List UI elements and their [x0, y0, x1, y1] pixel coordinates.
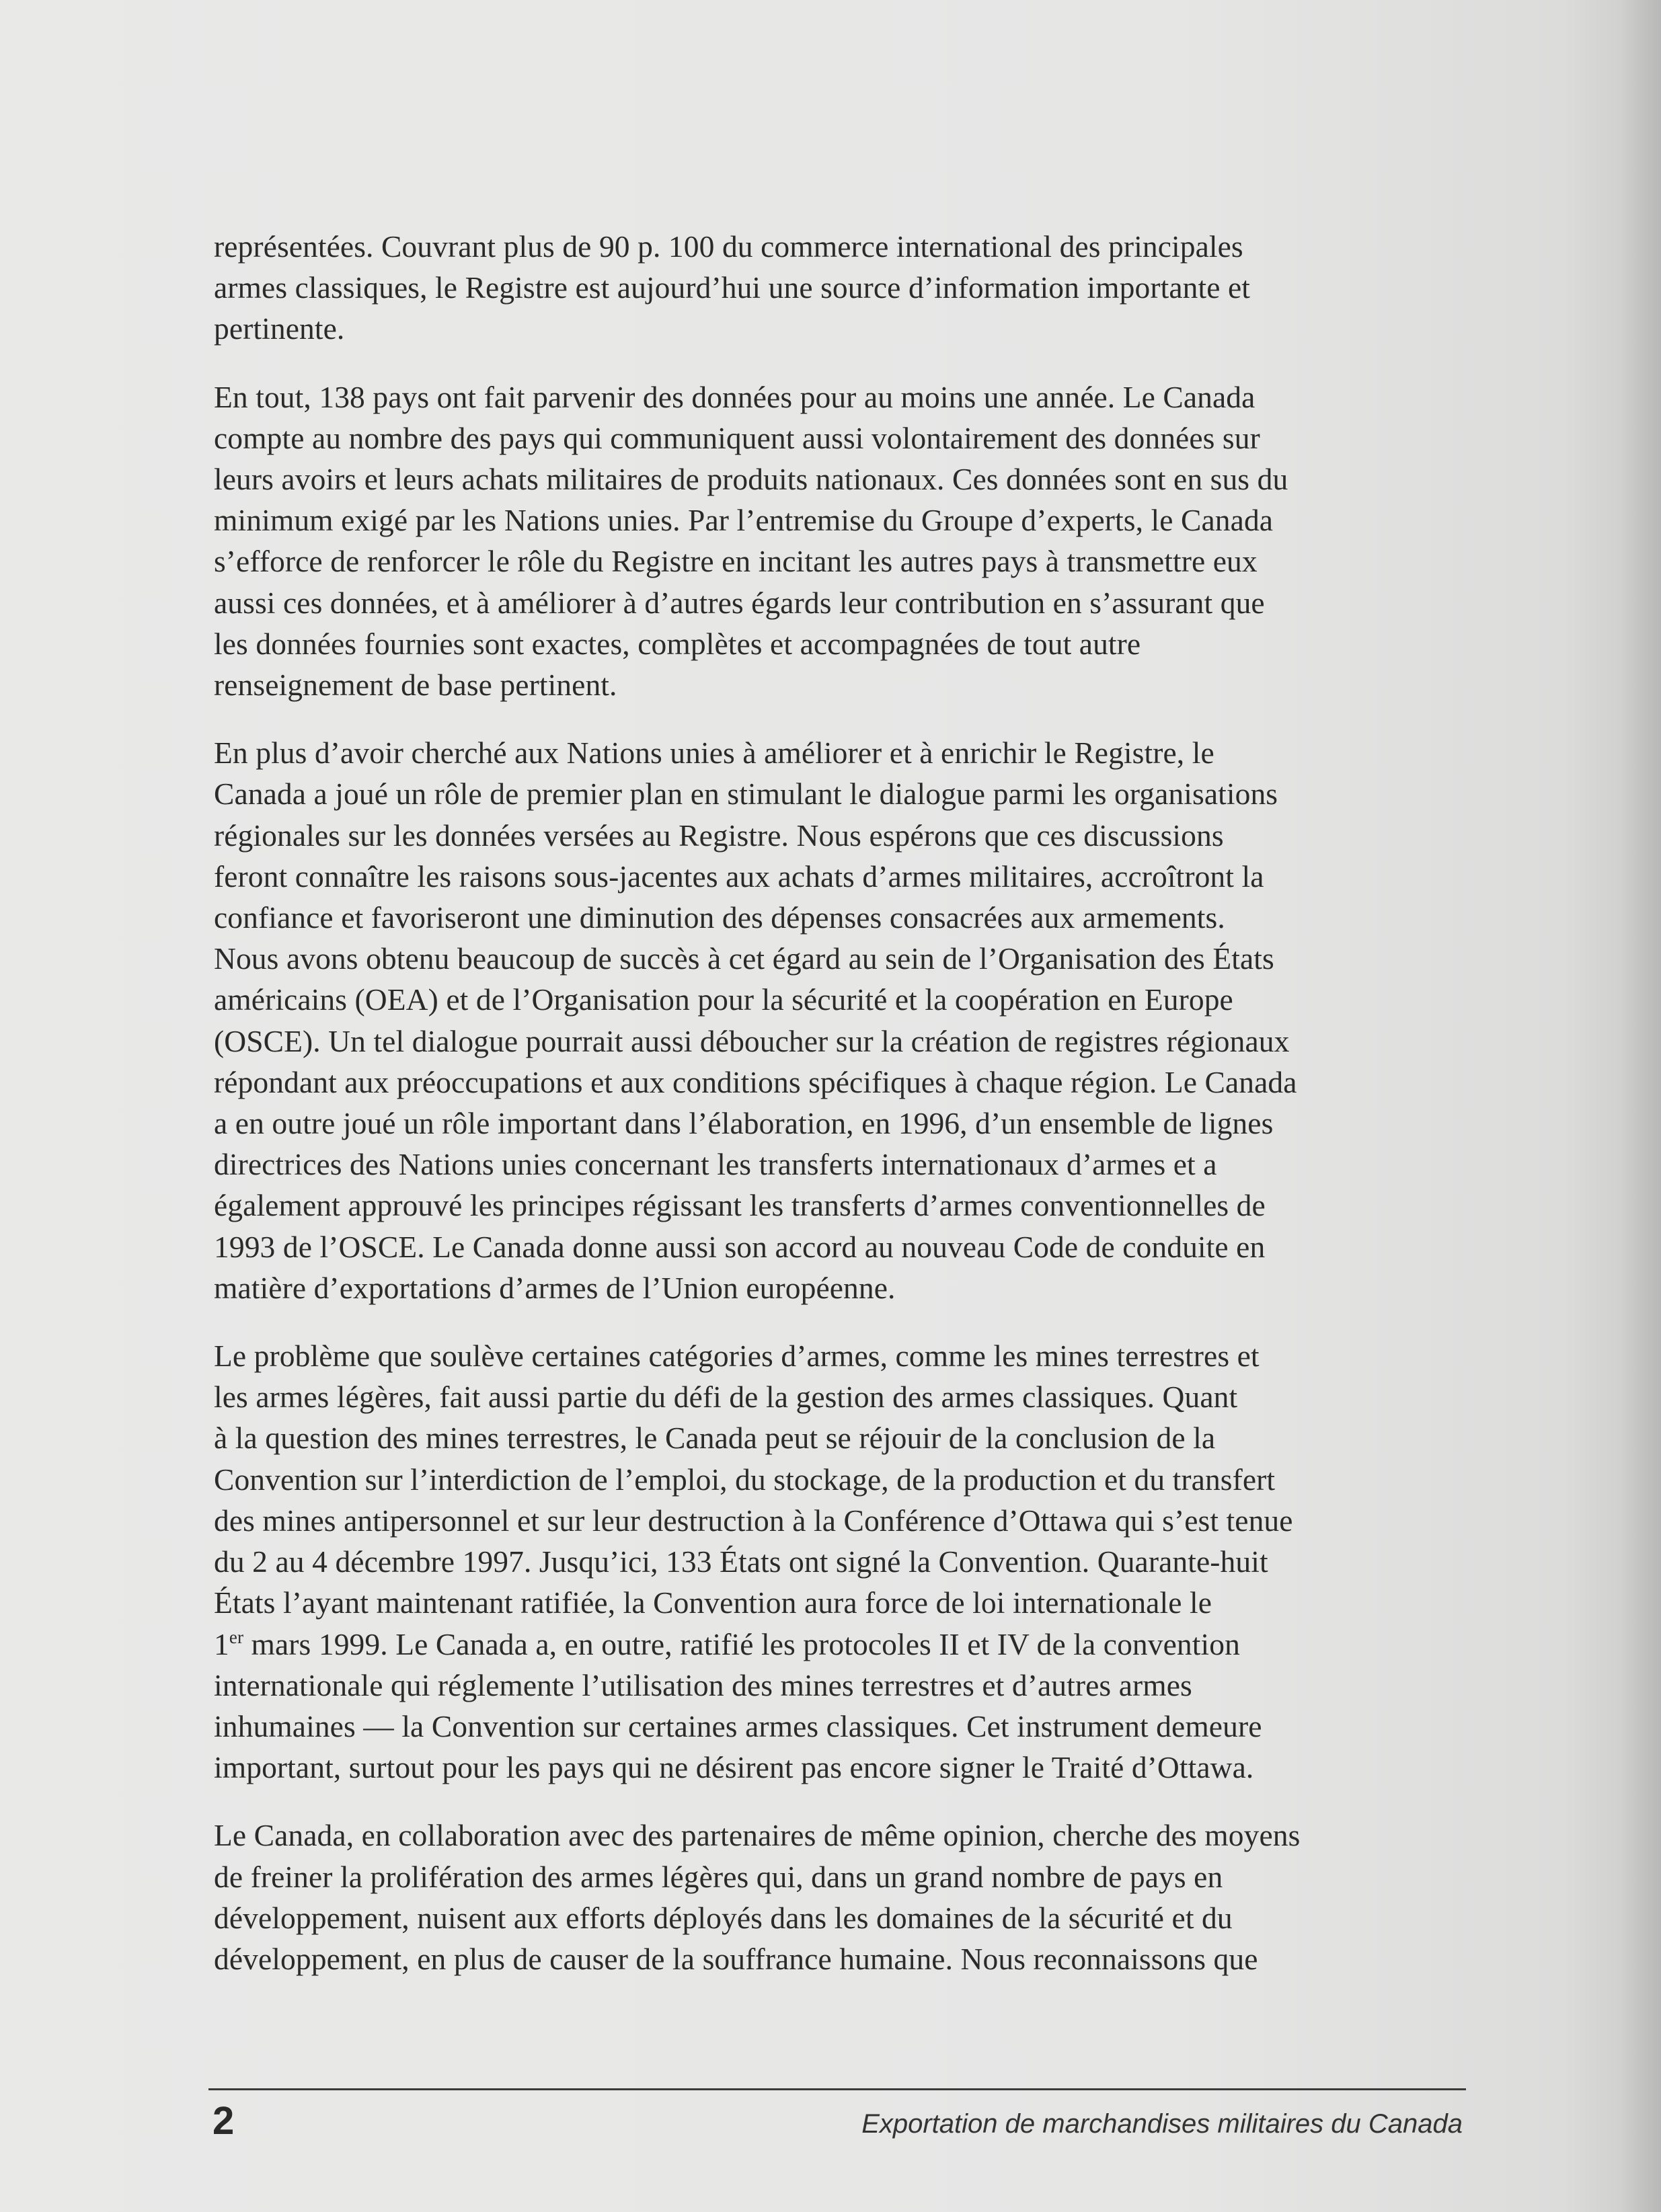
text-line: renseignement de base pertinent.	[214, 668, 617, 703]
text-line: inhumaines — la Convention sur certaines armes classiques. Cet instrument demeure	[214, 1708, 1262, 1743]
paragraph-1	[214, 226, 1465, 350]
text-line: Canada a joué un rôle de premier plan en stimulant le dialogue parmi les organisations	[214, 777, 1278, 812]
text-line: États l’ayant maintenant ratifiée, la Convention aura force de loi internationale le	[214, 1585, 1212, 1620]
text-line: (OSCE). Un tel dialogue pourrait aussi déboucher sur la création de registres régionaux	[214, 1023, 1290, 1058]
text-line: a en outre joué un rôle important dans l’élaboration, en 1996, d’un ensemble de lignes	[214, 1106, 1274, 1141]
text-line: pertinente.	[214, 311, 345, 346]
page-number: 2	[213, 2099, 235, 2143]
text-line: Le Canada, en collaboration avec des partenaires de même opinion, cherche des moyens	[214, 1818, 1301, 1853]
text-line: les données fournies sont exactes, complètes et accompagnées de tout autre	[214, 626, 1141, 661]
text-line: répondant aux préoccupations et aux conditions spécifiques à chaque région. Le Canada	[214, 1064, 1297, 1099]
text-line: Nous avons obtenu beaucoup de succès à cet égard au sein de l’Organisation des États	[214, 941, 1274, 976]
paragraph-4	[214, 1335, 1465, 1788]
text-line: En tout, 138 pays ont fait parvenir des données pour au moins une année. Le Canada	[214, 379, 1256, 414]
paragraph-2	[214, 377, 1465, 706]
text-line: important, surtout pour les pays qui ne désirent pas encore signer le Traité d’Ottawa.	[214, 1750, 1254, 1785]
text-line: également approuvé les principes régissant les transferts d’armes conventionnelles de	[214, 1188, 1266, 1223]
text-line: confiance et favoriseront une diminution des dépenses consacrées aux armements.	[214, 900, 1225, 935]
text-line: leurs avoirs et leurs achats militaires de produits nationaux. Ces données sont en sus du	[214, 462, 1288, 497]
text-line: internationale qui réglemente l’utilisation des mines terrestres et d’autres armes	[214, 1667, 1192, 1702]
text-line: du 2 au 4 décembre 1997. Jusqu’ici, 133 États ont signé la Convention. Quarante-huit	[214, 1544, 1268, 1579]
text-line: de freiner la prolifération des armes légères qui, dans un grand nombre de pays en	[214, 1859, 1223, 1894]
page-edge-shadow	[1621, 0, 1661, 2212]
text-line: développement, en plus de causer de la souffrance humaine. Nous reconnaissons que	[214, 1941, 1258, 1976]
text-line: En plus d’avoir cherché aux Nations unies à améliorer et à enrichir le Registre, le	[214, 736, 1214, 771]
text-line: représentées. Couvrant plus de 90 p. 100 du commerce international des principales	[214, 229, 1243, 264]
running-title: Exportation de marchandises militaires du Canada	[861, 2109, 1463, 2139]
ordinal-superscript: er	[229, 1626, 244, 1647]
text-line-with-superscript	[214, 1627, 1240, 1661]
body-text	[214, 226, 1465, 2006]
footer-rule	[208, 2088, 1466, 2090]
text-line: aussi ces données, et à améliorer à d’autres égards leur contribution en s’assurant que	[214, 585, 1265, 620]
text-line: Le problème que soulève certaines catégories d’armes, comme les mines terrestres et	[214, 1339, 1260, 1374]
text-line: américains (OEA) et de l’Organisation pour la sécurité et la coopération en Europe	[214, 982, 1233, 1017]
ordinal-number: 1	[214, 1626, 229, 1661]
text-line: minimum exigé par les Nations unies. Par l’entremise du Groupe d’experts, le Canada	[214, 503, 1274, 538]
text-line: directrices des Nations unies concernant les transferts internationaux d’armes et a	[214, 1147, 1217, 1182]
text-line: des mines antipersonnel et sur leur destruction à la Conférence d’Ottawa qui s’est tenue	[214, 1503, 1293, 1538]
text-line: 1993 de l’OSCE. Le Canada donne aussi son accord au nouveau Code de conduite en	[214, 1229, 1266, 1264]
text-line-rest: mars 1999. Le Canada a, en outre, ratifié les protocoles II et IV de la convention	[243, 1626, 1240, 1661]
text-line: matière d’exportations d’armes de l’Union européenne.	[214, 1270, 896, 1305]
text-line: armes classiques, le Registre est aujourd’hui une source d’information importante et	[214, 270, 1251, 305]
text-line: feront connaître les raisons sous-jacentes aux achats d’armes militaires, accroîtront la	[214, 859, 1264, 894]
text-line: à la question des mines terrestres, le Canada peut se réjouir de la conclusion de la	[214, 1421, 1216, 1456]
paragraph-5	[214, 1815, 1465, 1979]
text-line: les armes légères, fait aussi partie du défi de la gestion des armes classiques. Quant	[214, 1380, 1238, 1415]
paragraph-3	[214, 732, 1465, 1308]
text-line: développement, nuisent aux efforts déployés dans les domaines de la sécurité et du	[214, 1900, 1233, 1935]
text-line: s’efforce de renforcer le rôle du Registre en incitant les autres pays à transmettre eux	[214, 544, 1258, 579]
text-line: régionales sur les données versées au Registre. Nous espérons que ces discussions	[214, 818, 1224, 853]
text-line: Convention sur l’interdiction de l’emploi, du stockage, de la production et du transfert	[214, 1462, 1276, 1497]
text-line: compte au nombre des pays qui communiquent aussi volontairement des données sur	[214, 420, 1260, 455]
